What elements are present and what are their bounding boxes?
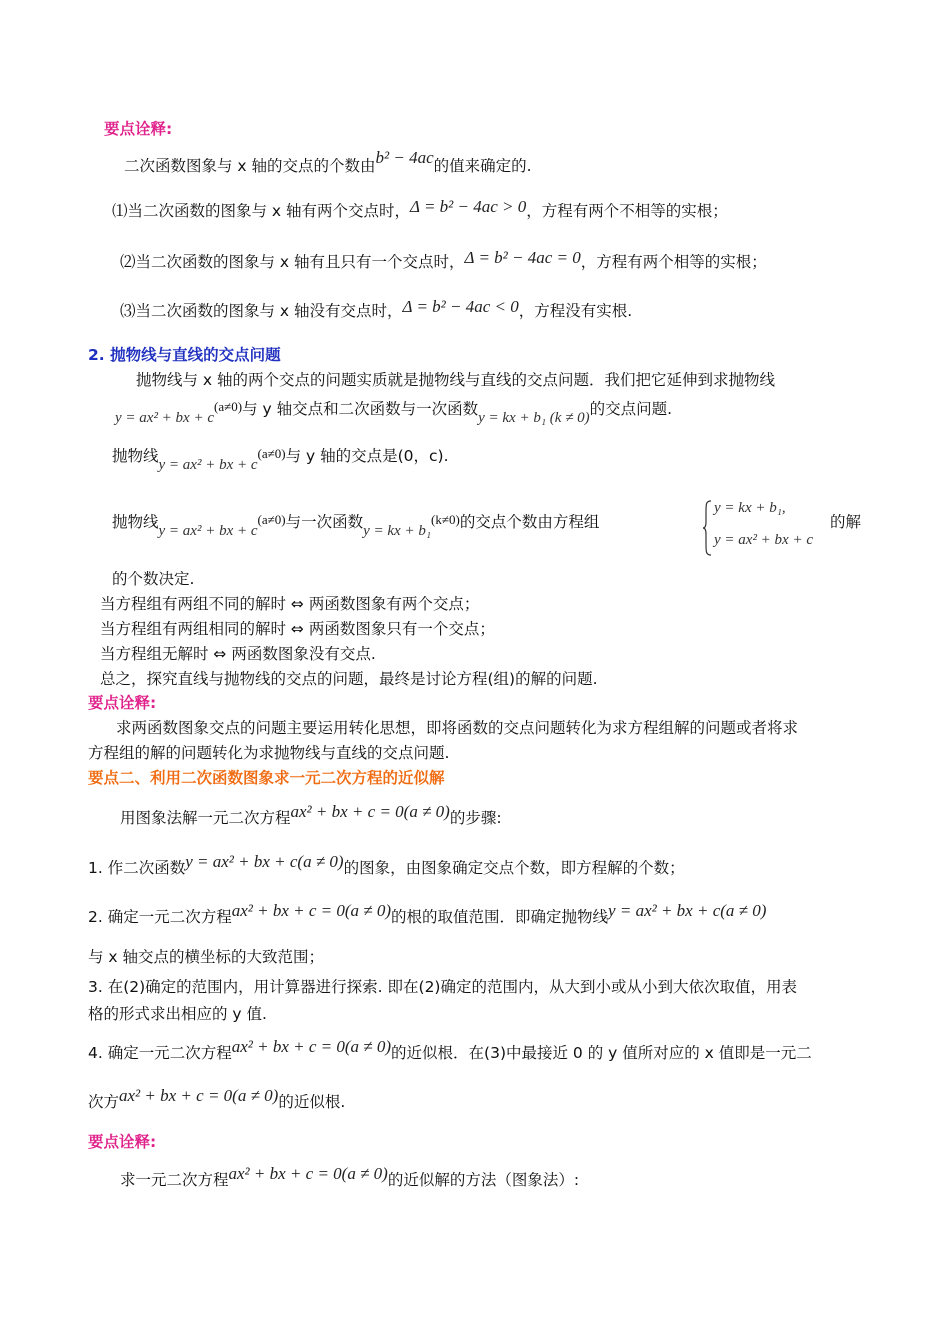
- step-4-text-d: 的近似根.: [278, 1093, 346, 1111]
- step-4-formula-2: ax² + bx + c = 0(a ≠ 0): [119, 1086, 279, 1105]
- section-2-para-4-text-e: 的交点个数由方程组: [459, 513, 600, 531]
- step-2-text-b: 的根的取值范围．即确定抛物线: [391, 908, 609, 926]
- case-1-text-a: ⑴当二次函数的图象与 x 轴有两个交点时，: [112, 202, 411, 220]
- step-2-text-a: 2. 确定一元二次方程: [88, 908, 232, 926]
- step-4-text-c: 次方: [88, 1093, 120, 1111]
- intro-text-b: 的值来确定的.: [433, 157, 532, 175]
- parabola-formula-1: y = ax² + bx + c: [115, 410, 214, 426]
- section-2-para-9: 总之，探究直线与抛物线的交点的问题，最终是讨论方程(组)的解的问题.: [100, 670, 598, 688]
- case-3-text-b: ，方程没有实根.: [518, 302, 633, 320]
- step-2-formula-1: ax² + bx + c = 0(a ≠ 0): [231, 901, 392, 920]
- step-4-cont: [88, 1086, 346, 1113]
- section-3-intro-text-a: 用图象法解一元二次方程: [120, 809, 291, 827]
- system-equation-2: y = ax² + bx + c: [714, 532, 813, 548]
- case-3-line: [120, 297, 633, 322]
- last-text-a: 求一元二次方程: [120, 1171, 229, 1189]
- left-brace-icon: [702, 500, 712, 556]
- section-2-para-2-text-c: 的交点问题.: [589, 400, 673, 418]
- k-nonzero: (k≠0): [431, 512, 460, 527]
- case-1-formula: Δ = b² − 4ac > 0: [410, 197, 527, 216]
- section-2-para-3-text-a: 抛物线: [112, 447, 159, 465]
- case-1-text-b: ，方程有两个不相等的实根；: [526, 202, 728, 220]
- section-2-para-8: 当方程组无解时 ⇔ 两函数图象没有交点.: [100, 645, 376, 663]
- quadratic-equation-1: ax² + bx + c = 0(a ≠ 0): [290, 802, 450, 821]
- step-2-text-c: 与 x 轴交点的横坐标的大致范围；: [88, 948, 325, 966]
- case-2-text-b: ，方程有两个相等的实根；: [580, 253, 767, 271]
- last-line: [120, 1164, 580, 1191]
- section-2-heading: 2. 抛物线与直线的交点问题: [88, 346, 281, 364]
- section-3-intro: [120, 802, 502, 829]
- intro-text-a: 二次函数图象与 x 轴的交点的个数由: [124, 157, 376, 175]
- section-2-para-5: 的个数决定.: [112, 570, 195, 588]
- step-4-text-a: 4. 确定一元二次方程: [88, 1044, 232, 1062]
- case-2-text-a: ⑵当二次函数的图象与 x 轴有且只有一个交点时，: [120, 253, 465, 271]
- linear-formula-2: y = kx + b₁: [363, 523, 432, 539]
- note-heading-3: 要点诠释:: [88, 1133, 157, 1151]
- section-2-para-3-text-c: 与 y 轴的交点是(0，c).: [285, 447, 449, 465]
- section-2-para-1: 抛物线与 x 轴的两个交点的问题实质就是抛物线与直线的交点问题．我们把它延伸到求抛物线: [136, 371, 776, 389]
- step-4-formula-1: ax² + bx + c = 0(a ≠ 0): [231, 1037, 392, 1056]
- case-3-text-a: ⑶当二次函数的图象与 x 轴没有交点时，: [120, 302, 403, 320]
- note-2-line-1: 求两函数图象交点的问题主要运用转化思想，即将函数的交点问题转化为求方程组解的问题或者将求: [116, 719, 799, 737]
- section-3-intro-text-b: 的步骤:: [449, 809, 502, 827]
- section-2-para-2-text-b: 与 y 轴交点和二次函数与一次函数: [242, 400, 479, 418]
- linear-formula-1: y = kx + b₁ (k ≠ 0): [478, 410, 590, 426]
- note-2-line-2: 方程组的解的问题转化为求抛物线与直线的交点问题.: [88, 744, 450, 762]
- step-1-text-a: 1. 作二次函数: [88, 859, 186, 877]
- section-2-para-2: [115, 398, 673, 426]
- section-2-para-4-text-f: 的解: [830, 513, 862, 531]
- section-2-para-4-text-c: 与一次函数: [285, 513, 364, 531]
- last-text-b: 的近似解的方法（图象法）:: [387, 1171, 580, 1189]
- section-2-para-4-text-a: 抛物线: [112, 513, 159, 531]
- step-3-line-1: 3. 在(2)确定的范围内，用计算器进行探索. 即在(2)确定的范围内，从大到小或从小到大依次取值，用表: [88, 978, 797, 996]
- case-1-line: [112, 197, 728, 222]
- case-2-line: [120, 248, 767, 273]
- section-3-heading: 要点二、利用二次函数图象求一元二次方程的近似解: [88, 769, 445, 787]
- step-2-formula-2: y = ax² + bx + c(a ≠ 0): [608, 901, 767, 920]
- case-2-formula: Δ = b² − 4ac = 0: [464, 248, 581, 267]
- step-3-line-2: 格的形式求出相应的 y 值.: [88, 1005, 267, 1023]
- section-2-para-6: 当方程组有两组不同的解时 ⇔ 两函数图象有两个交点；: [100, 595, 480, 613]
- intro-line: [124, 148, 532, 177]
- step-1-formula: y = ax² + bx + c(a ≠ 0): [185, 852, 344, 871]
- case-3-formula: Δ = b² − 4ac < 0: [402, 297, 519, 316]
- step-2: [88, 901, 767, 928]
- last-formula: ax² + bx + c = 0(a ≠ 0): [228, 1164, 388, 1183]
- section-2-para-7: 当方程组有两组相同的解时 ⇔ 两函数图象只有一个交点；: [100, 620, 495, 638]
- step-1: [88, 852, 685, 879]
- a-nonzero-3: (a≠0): [257, 512, 286, 527]
- step-4-text-b: 的近似根．在(3)中最接近 0 的 y 值所对应的 x 值即是一元二: [391, 1044, 812, 1062]
- a-nonzero-1: (a≠0): [214, 399, 243, 414]
- step-1-text-b: 的图象，由图象确定交点个数，即方程解的个数；: [343, 859, 685, 877]
- note-heading-1: 要点诠释:: [104, 120, 173, 138]
- discriminant-formula: b² − 4ac: [375, 148, 434, 167]
- note-heading-2: 要点诠释:: [88, 694, 157, 712]
- section-2-para-4: [112, 511, 600, 539]
- step-4: [88, 1037, 812, 1064]
- system-equation-1: y = kx + b₁,: [714, 500, 786, 516]
- a-nonzero-2: (a≠0): [257, 446, 286, 461]
- parabola-formula-3: y = ax² + bx + c: [158, 523, 258, 539]
- parabola-formula-2: y = ax² + bx + c: [158, 457, 258, 473]
- section-2-para-3: [112, 445, 449, 473]
